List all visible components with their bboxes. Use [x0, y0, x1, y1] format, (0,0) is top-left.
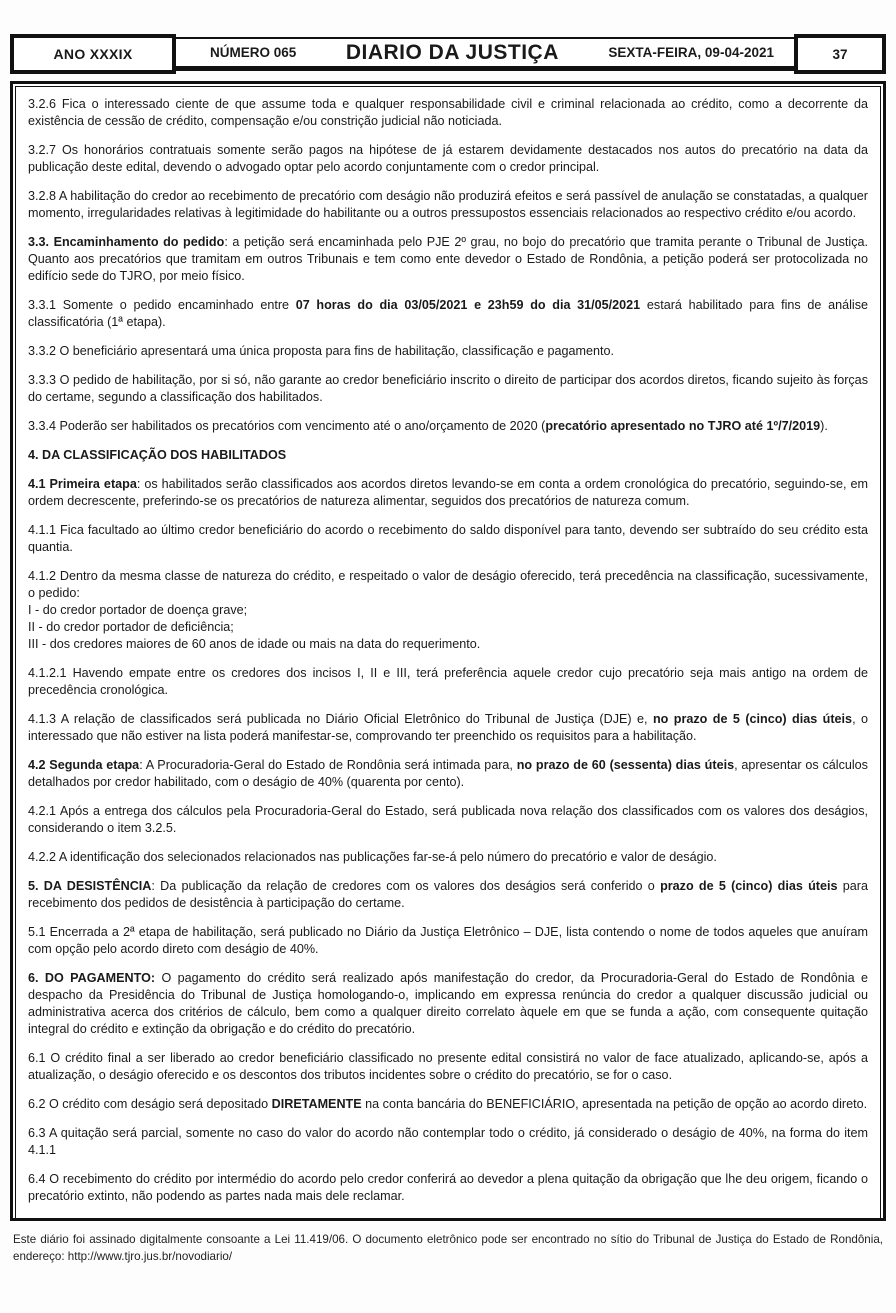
paragraph: 6.1 O crédito final a ser liberado ao credor beneficiário classificado no presente edital consistirá no valor de face atualizado, aplicando-se, após a atualização, o deságio oferecido e os descontos dos tributos incidentes sobre o crédito do precatório, se for o caso. [28, 1051, 868, 1082]
paragraph: 6. DO PAGAMENTO: O pagamento do crédito será realizado após manifestação do credor, da Procuradoria-Geral do Estado de Rondônia e despacho da Presidência do Tribunal de Justiça homologando-o, implicando em expressa renúncia do credor a qualquer discussão judicial ou administrativa acerca dos critérios de cálculo, bem como a qualquer direito correlato àquele em que se funda a ação, com consequente quitação integral do crédito e extinção da obrigação e do crédito do precatório. [28, 971, 868, 1036]
masthead-page-number-box [794, 34, 886, 74]
paragraph: 4. DA CLASSIFICAÇÃO DOS HABILITADOS [28, 448, 287, 462]
paragraph: II - do credor portador de deficiência; [28, 620, 234, 634]
paragraph: 4.1.1 Fica facultado ao último credor beneficiário do acordo o recebimento do saldo disponível para tanto, devendo ser subtraído do seu crédito esta quantia. [28, 523, 868, 554]
paragraph: 4.2.2 A identificação dos selecionados relacionados nas publicações far-se-á pelo número do precatório e valor de deságio. [28, 850, 717, 864]
paragraph: 3.2.8 A habilitação do credor ao recebimento de precatório com deságio não produzirá efeitos e será passível de anulação se constatadas, a qualquer momento, irregularidades relativas à legitimidade do habilitante ou a outros pressupostos essenciais relacionados ao respectivo crédito e/ou acordo. [28, 189, 868, 220]
paragraph: 4.1.2 Dentro da mesma classe de natureza do crédito, e respeitado o valor de deságio oferecido, terá precedência na classificação, sucessivamente, o pedido: [28, 569, 868, 600]
paragraph: 5.1 Encerrada a 2ª etapa de habilitação, será publicado no Diário da Justiça Eletrônico – DJE, lista contendo o nome de todos aqueles que anuíram com opção pelo acordo direto com deságio de 40%. [28, 925, 868, 956]
paragraph: 4.1.3 A relação de classificados será publicada no Diário Oficial Eletrônico do Tribunal de Justiça (DJE) e, no prazo de 5 (cinco) dias úteis, o interessado que não estiver na lista poderá manifestar-se, comprovando ter preenchido os requisitos para a habilitação. [28, 712, 868, 743]
paragraph: I - do credor portador de doença grave; [28, 603, 248, 617]
masthead-center-band [176, 37, 794, 71]
paragraph: 3.3.3 O pedido de habilitação, por si só, não garante ao credor beneficiário inscrito o direito de participar dos acordos diretos, ficando sujeito às forças do certame, segundo a classificação dos habilitados. [28, 373, 868, 404]
page-number: 37 [832, 46, 848, 62]
paragraph: 3.3.1 Somente o pedido encaminhado entre 07 horas do dia 03/05/2021 e 23h59 do dia 31/05/2021 estará habilitado para fins de análise classificatória (1ª etapa). [28, 298, 868, 329]
paragraph: 5. DA DESISTÊNCIA: Da publicação da relação de credores com os valores dos deságios será conferido o prazo de 5 (cinco) dias úteis para recebimento dos pedidos de desistência à participação do certame. [28, 879, 868, 910]
paragraph: 6.3 A quitação será parcial, somente no caso do valor do acordo não contemplar todo o crédito, já considerado o deságio de 40%, na forma do item 4.1.1 [28, 1126, 868, 1157]
paragraph: 3.2.7 Os honorários contratuais somente serão pagos na hipótese de já estarem devidamente destacados nos autos do precatório na data da publicação deste edital, devendo o advogado optar pelo acordo conjuntamente com o credor principal. [28, 143, 868, 174]
paragraph: 4.2.1 Após a entrega dos cálculos pela Procuradoria-Geral do Estado, será publicada nova relação dos classificados com os valores dos deságios, considerando o item 3.2.5. [28, 804, 868, 835]
paragraph: 3.3.4 Poderão ser habilitados os precatórios com vencimento até o ano/orçamento de 2020 (precatório apresentado no TJRO até 1º/7/2019). [28, 419, 828, 433]
paragraph: 4.2 Segunda etapa: A Procuradoria-Geral do Estado de Rondônia será intimada para, no prazo de 60 (sessenta) dias úteis, apresentar os cálculos detalhados por credor habilitado, com o deságio de 40% (quarenta por cento). [28, 758, 868, 789]
paragraph: 4.1 Primeira etapa: os habilitados serão classificados aos acordos diretos levando-se em conta a ordem cronológica do precatório, seguindo-se, em ordem decrescente, preferindo-se os precatórios de natureza alimentar, seguidos dos precatórios de natureza comum. [28, 477, 869, 508]
masthead-date: SEXTA-FEIRA, 09-04-2021 [608, 45, 774, 60]
content-frame-outer [10, 81, 886, 1221]
paragraph: 6.4 O recebimento do crédito por intermédio do acordo pelo credor conferirá ao devedor a plena quitação da obrigação que lhe deu origem, ficando o precatório extinto, não podendo as partes nada mais dele reclamar. [28, 1172, 868, 1203]
footer-signature-note: Este diário foi assinado digitalmente consoante a Lei 11.419/06. O documento eletrônico pode ser encontrado no sítio do Tribunal de Justiça do Estado de Rondônia, endereço: http://www.tjro.jus.br/novodiario/ [13, 1233, 883, 1263]
paragraph: 3.3. Encaminhamento do pedido: a petição será encaminhada pelo PJE 2º grau, no bojo do precatório que tramita perante o Tribunal de Justiça. Quanto aos precatórios que tramitam em outros Tribunais e tem como ente devedor o Estado de Rondônia, a petição poderá ser protocolizada no edifício sede do TJRO, por meio físico. [28, 235, 868, 283]
paragraph: 4.1.2.1 Havendo empate entre os credores dos incisos I, II e III, terá preferência aquele credor cujo precatório seja mais antigo na ordem de precedência cronológica. [28, 666, 868, 697]
masthead [10, 33, 886, 75]
paragraph: 3.3.2 O beneficiário apresentará uma única proposta para fins de habilitação, classificação e pagamento. [28, 344, 614, 358]
paragraph: III - dos credores maiores de 60 anos de idade ou mais na data do requerimento. [28, 637, 481, 651]
masthead-year-box [10, 34, 176, 74]
paragraph: 3.2.6 Fica o interessado ciente de que assume toda e qualquer responsabilidade civil e criminal relacionada ao crédito, como a decorrente da existência de cessão de crédito, compensação e/ou constrição judicial não noticiada. [28, 97, 868, 128]
masthead-issue-number: NÚMERO 065 [210, 45, 297, 60]
masthead-title: DIARIO DA JUSTIÇA [345, 40, 559, 64]
document-body [15, 86, 881, 1221]
masthead-year-label: ANO XXXIX [53, 46, 133, 62]
paragraph: 6.2 O crédito com deságio será depositado DIRETAMENTE na conta bancária do BENEFICIÁRIO, apresentada na petição de opção ao acordo direto. [28, 1097, 868, 1111]
